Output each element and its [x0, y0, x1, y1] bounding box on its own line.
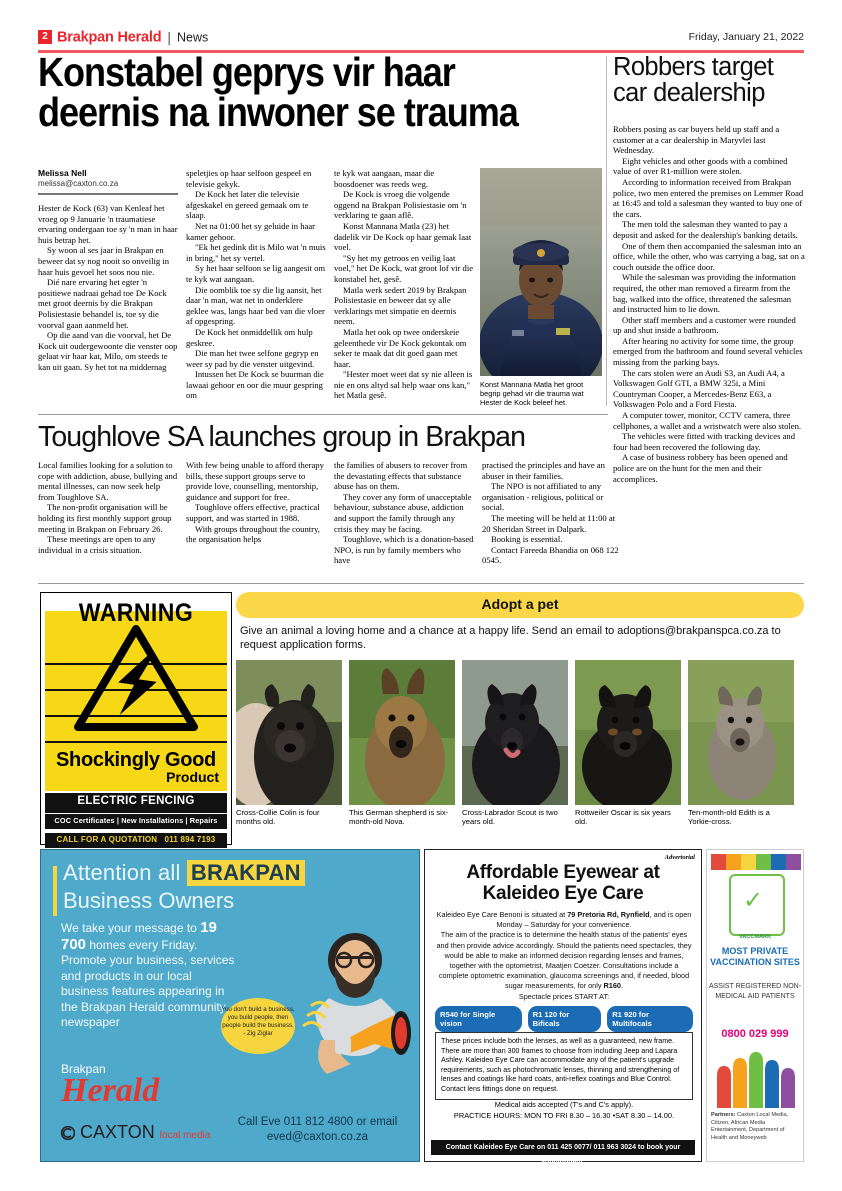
- ads-divider-rule: [38, 583, 804, 584]
- call-for-quote-text: CALL FOR A QUOTATION: [56, 835, 158, 844]
- herald-logo-small: Brakpan: [61, 1062, 106, 1076]
- adopt-title: Adopt a pet: [481, 596, 559, 612]
- electric-fencing-ad[interactable]: [40, 592, 232, 845]
- paragraph: The NPO is not affiliated to any organisation - religious, political or social.: [482, 481, 604, 513]
- electric-hazard-icon: [74, 625, 198, 731]
- raised-hands-illustration: [707, 1046, 803, 1108]
- biz-ad-body-post: homes every Friday. Promote your business, services and products in our local business features appearing in the Brakpan Herald community newspaper: [61, 937, 235, 1029]
- paragraph: speletjies op haar selfoon gespeel en televisie gekyk.: [186, 168, 312, 189]
- paragraph: "Hester moet weet dat sy nie alleen is nie en ons altyd sal help waar ons kan," het Matla gesê.: [334, 369, 473, 401]
- toughlove-column-2: [186, 460, 326, 545]
- adopt-a-pet-section: [236, 592, 804, 845]
- caxton-mark-icon: [61, 1126, 75, 1140]
- pet-caption: This German shepherd is six-month-old Nova.: [349, 808, 449, 827]
- vaccine-ad-title: MOST PRIVATE VACCINATION SITES: [710, 946, 800, 967]
- paragraph: Booking is essential.: [491, 534, 563, 545]
- herald-logo-big: Herald: [61, 1072, 160, 1109]
- eyewear-headline-line2: Kaleideo Eye Care: [482, 883, 644, 904]
- eyewear-price-pills: [435, 1006, 693, 1032]
- paragraph: While the salesman was providing the information required, the other man removed a firearm from the bag, walked into the office, threatened the salesman and instructed him to lie down.: [613, 272, 796, 315]
- caxton-tagline: local media: [159, 1130, 211, 1141]
- caxton-wordmark: CAXTON: [80, 1122, 155, 1142]
- eyewear-medical-info: [435, 1100, 693, 1121]
- pet-photo-oscar: [575, 660, 681, 805]
- electric-fencing-label: ELECTRIC FENCING: [77, 795, 195, 807]
- biz-ad-line1: [63, 860, 305, 886]
- color-strip: [711, 854, 801, 870]
- pet-card[interactable]: [462, 660, 568, 845]
- quotation-label[interactable]: [45, 835, 227, 844]
- paragraph: Toughlove offers effective, practical support, and was started in 1988.: [186, 502, 320, 523]
- paragraph: According to information received from Brakpan police, two men entered the premises on Lemmer Road at 16:45 and told a salesman they wanted to buy one of the cars.: [613, 176, 804, 219]
- biz-ad-body: [61, 920, 241, 1031]
- pet-caption: Cross-Collie Colin is four months old.: [236, 808, 320, 827]
- paragraph: The non-profit organisation will be holding its first monthly support group meeting in Brakpan on February 26.: [38, 502, 172, 534]
- vaccine-ad-phone[interactable]: 0800 029 999: [721, 1028, 789, 1040]
- masthead-separator: |: [167, 29, 172, 46]
- check-icon: ✓: [743, 887, 764, 914]
- paragraph: A case of business robbery has been opened and police are on the hunt for the men and their accomplices.: [613, 452, 788, 484]
- paragraph: De Kock het onmiddellik om hulp geskree.: [186, 326, 313, 348]
- pet-photo-scout: [462, 660, 568, 805]
- warning-title: WARNING: [78, 599, 194, 627]
- biz-ad-quote-bubble: You don't build a business, you build people, then people build the business. - Zig Ziglar: [221, 998, 295, 1054]
- paragraph: Sy het haar selfoon se lig aangesit om te kyk wat aangaan.: [186, 263, 326, 284]
- pet-gallery: [236, 660, 804, 845]
- phone-number: 011 894 7193: [164, 835, 216, 844]
- services-label: COC Certificates | New Installations | Repairs: [54, 816, 218, 825]
- eyewear-start-at: Spectacle prices START AT:: [518, 991, 610, 1001]
- brakpan-business-owners-ad[interactable]: [40, 849, 420, 1162]
- biz-ad-brand: BRAKPAN: [187, 860, 305, 886]
- bearded-man-megaphone-illustration: [291, 920, 417, 1080]
- paragraph: Op die aand van die voorval, het De Kock uit oudergewoonte die venster oop gelaat vir haar kat, Milo, om steeds te kan uit gaan. Sy het tot na middernag: [38, 330, 178, 372]
- warning-slogan: Shockingly Good: [56, 749, 216, 771]
- paragraph: Net na 01:00 het sy geluide in haar kamer gehoor.: [186, 220, 316, 242]
- paragraph: The cars stolen were an Audi S3, an Audi A4, a Volkswagen Golf GTI, a BMW 325i, a Mini Countryman Cooper, a Mercedes-Benz E63, a Volkswagen Polo and a Ford Fiesta.: [613, 367, 785, 410]
- paragraph: De Kock is vroeg die volgende oggend na Brakpan Polisiestasie om 'n verklaring te gaan aflê.: [334, 189, 467, 221]
- pet-card[interactable]: [236, 660, 342, 845]
- publication-title: Brakpan Herald: [57, 29, 162, 46]
- issue-date: Friday, January 21, 2022: [688, 31, 804, 43]
- pet-caption: Cross-Labrador Scout is two years old.: [462, 808, 558, 827]
- byline-rule: [38, 193, 178, 195]
- eyewear-consult-price: R160: [603, 981, 621, 991]
- pet-photo-nova: [349, 660, 455, 805]
- biz-ad-body-pre: We take your message to: [61, 921, 197, 935]
- advertorial-label: Advertorial: [664, 854, 695, 861]
- biz-ad-attention-text: Attention all: [63, 860, 181, 885]
- paragraph: The vehicles were fitted with tracking devices and four had been recovered the following day.: [613, 431, 795, 452]
- eyewear-headline: [425, 862, 701, 904]
- pet-card[interactable]: [688, 660, 794, 845]
- robbers-headline: Robbers target car dealership: [613, 53, 774, 107]
- caxton-logo: [61, 1122, 210, 1143]
- paragraph: Matla het ook op twee onderskeie geleenthede vir De Kock gekontak om seker te maak dat dit goed gaan met haar.: [334, 326, 467, 369]
- paragraph: Toughlove, which is a donation-based NPO, is run by family members who have: [334, 534, 474, 566]
- eyewear-practice-hours: PRACTICE HOURS: MON TO FRI 8.30 – 16.30 •SAT 8.30 – 14.00.: [453, 1110, 675, 1120]
- paragraph: These meetings are open to any individual in a crisis situation.: [38, 534, 156, 555]
- lead-photo: [480, 168, 602, 376]
- paragraph: The men told the salesman they wanted to pay a deposit and asked for the dealership's banking details.: [613, 219, 798, 240]
- lead-column-1: [38, 203, 178, 373]
- eyewear-address: 79 Pretoria Rd, Rynfield: [567, 910, 650, 919]
- robbers-column: [613, 124, 805, 484]
- paragraph: Sy woon al ses jaar in Brakpan en beweer dat sy nog nooit so onveilig in haar huis gevoel het soos nou nie.: [38, 245, 170, 277]
- lead-headline: Konstabel geprys vir haar deernis na inwoner se trauma: [38, 49, 518, 136]
- biz-ad-contact[interactable]: Call Eve 011 812 4800 or email eved@caxton.co.za: [237, 1116, 398, 1143]
- paragraph: the families of abusers to recover from the devastating effects that substance abuse has on them.: [334, 460, 468, 492]
- accent-bar: [53, 866, 57, 916]
- warning-product-word: Product: [166, 769, 219, 785]
- police-constable-portrait-image: [480, 168, 602, 376]
- paragraph: After hearing no activity for some time, the group emerged from the bathroom and found several vehicles missing from the parking bays.: [613, 335, 803, 368]
- biz-ad-line2: Business Owners: [63, 888, 235, 913]
- eyewear-body1a: Kaleideo Eye Care Benoni is situated at: [436, 910, 568, 919]
- paragraph: Robbers posing as car buyers held up staff and a customer at a car dealership in Maryvlei last Wednesday.: [613, 124, 780, 156]
- toughlove-column-4: [482, 460, 622, 566]
- eyewear-footer-contact[interactable]: Contact Kaleideo Eye Care on 011 425 0077/ 011 963 3024 to book your appointment.: [431, 1140, 695, 1155]
- paragraph: Eight vehicles and other goods with a combined value of over R1-million were stolen.: [613, 155, 788, 177]
- paragraph: Dié nare ervaring het egter 'n positiewe nadraai gehad toe De Kock met groot deernis by die Brakpan Polisiestasie behandel is, toe sy die voorval gaan aanmeld het.: [38, 277, 167, 330]
- column-divider: [606, 56, 607, 406]
- paragraph: Die oomblik toe sy die lig aansit, het daar 'n man, wat net in onderklere geklee was, langs haar bed van die vloer af opgespring.: [186, 284, 325, 327]
- paragraph: practised the principles and have an abuser in their families.: [482, 460, 605, 481]
- adopt-intro-text: Give an animal a loving home and a chance at a happy life. Send an email to adoptions@brakpanspca.co.za to request application forms.: [240, 625, 781, 651]
- vaccine-ad-partners: [711, 1112, 801, 1142]
- paragraph: Contact Fareeda Bhandia on 068 122 0545.: [482, 544, 619, 566]
- paragraph: Intussen het De Kock se buurman die lawaai gehoor en oor die muur gespring om: [186, 369, 324, 401]
- accreditation-label: VACCMARK: [738, 934, 772, 940]
- lead-column-2: [186, 168, 326, 401]
- eyewear-body2a: The aim of the practice is to determine the health status of the patients' eyes and then provide advice accordingly. Should the patients need spectacles, they would be able to make an informed decision regarding lenses and frames, together with the optometrist, Maatjen Coetzer. Consultations include a complete optometric examination, glaucoma screenings and, if needed, blood sugar measurements, for only: [436, 930, 692, 991]
- price-pill-bifocals: R1 120 for Bificals: [528, 1006, 602, 1032]
- pet-caption: Ten-month-old Edith is a Yorkie-cross.: [688, 808, 770, 827]
- section-label: News: [177, 30, 209, 45]
- eyewear-body2c: .: [620, 981, 624, 991]
- kaleideo-eyewear-ad[interactable]: [424, 849, 702, 1166]
- eyewear-headline-line1: Affordable Eyewear at: [466, 862, 660, 883]
- page-number-badge: 2: [38, 30, 52, 44]
- paragraph: Die man het twee selfone gegryp en weer sy pad by die venster uitgevind.: [186, 348, 319, 369]
- byline-email: melissa@caxton.co.za: [38, 179, 119, 188]
- vaccination-sites-ad[interactable]: [706, 849, 804, 1162]
- price-pill-single-vision: R540 for Single vision: [435, 1006, 522, 1032]
- paragraph: Local families looking for a solution to cope with addiction, abuse, bullying and mental illnesses, can now seek help from Toughlove SA.: [38, 460, 178, 502]
- pet-photo-edith: [688, 660, 794, 805]
- lead-column-3: [334, 168, 474, 401]
- paragraph: Konst Mannana Matla (23) het dadelik vir De Kock op haar gemak laat voel.: [334, 220, 472, 253]
- pet-photo-colin: [236, 660, 342, 805]
- paragraph: Matla werk sedert 2019 by Brakpan Polisiestasie en beweer dat sy alle verklarings met simpatie en deernis neem.: [334, 284, 467, 327]
- vaccine-ad-subtitle: ASSIST REGISTERED NON-MEDICAL AID PATIENTS: [708, 983, 802, 1000]
- pet-card[interactable]: [575, 660, 681, 845]
- paragraph: The meeting will be held at 11:00 at 20 Sheridan Street in Dalpark.: [482, 512, 616, 534]
- paragraph: De Kock het later die televisie afgeskakel en gereed gemaak om te slaap.: [186, 189, 309, 221]
- paragraph: One of them then accompanied the salesman into an office, while the other, who was carrying a bag, sat on a couch outside the office door.: [613, 240, 805, 272]
- partners-list: Caxton Local Media, Citizen, African Media Entertainment, Department of Health and Moneyweb: [711, 1112, 789, 1141]
- toughlove-column-1: [38, 460, 178, 555]
- biz-ad-homes-number: 19 700: [61, 919, 217, 953]
- pet-caption: Rottweiler Oscar is six years old.: [575, 808, 671, 827]
- section-rule: [38, 414, 608, 415]
- warning-ad-inner: [45, 597, 227, 844]
- byline-author: Melissa Nell: [38, 168, 87, 178]
- eyewear-medical-aids: Medical aids accepted (T's and C's apply).: [494, 1100, 634, 1109]
- toughlove-headline: Toughlove SA launches group in Brakpan: [38, 421, 526, 453]
- eyewear-body: [435, 910, 693, 1002]
- byline: [38, 168, 178, 195]
- partners-label: Partners:: [711, 1112, 736, 1118]
- eyewear-note: These prices include both the lenses, as well as a guaranteed, new frame. There are more than 300 frames to choose from including Jeep and Lapara Ashley. Kaleideo Eye Care can accommodate any of the patient's upgrade requirements, such as photochromatic lenses, thinning and strengthening of lenses and coatings like hard coats, anti-reflex coatings and Blue Control. Contact lens fittings done on request.: [435, 1032, 693, 1100]
- paragraph: With groups throughout the country, the organisation helps: [186, 523, 320, 545]
- paragraph: Hester de Kock (63) van Kenleaf het vroeg op 9 Januarie 'n traumatiese ervaring ondergaan toe sy 'n man in haar huis betrap het.: [38, 203, 178, 245]
- paragraph: "Ek het gedink dit is Milo wat 'n muis in bring," het sy vertel.: [186, 242, 326, 263]
- paragraph: "Sy het my getroos en veilig laat voel," het De Kock, wat groot lof vir die konstabel het, gesê.: [334, 252, 474, 284]
- paragraph: Other staff members and a customer were rounded up and shut inside a bathroom.: [613, 314, 796, 336]
- pet-card[interactable]: [349, 660, 455, 845]
- paragraph: A computer tower, monitor, CCTV camera, three cellphones, a wallet and a wristwatch were also stolen.: [613, 410, 802, 431]
- lead-photo-caption: Konst Mannana Matla het groot begrip gehad vir die trauma wat Hester de Kock beleef het.: [480, 380, 584, 408]
- paragraph: te kyk wat aangaan, maar die boosdoener was reeds weg.: [334, 168, 435, 189]
- price-pill-multifocals: R1 920 for Multifocals: [607, 1006, 693, 1032]
- paragraph: They cover any form of unacceptable behaviour, substance abuse, addiction and support the family through any crisis they may be facing.: [334, 491, 472, 534]
- paragraph: With few being unable to afford therapy bills, these support groups serve to provide love, counselling, mentorship, guidance and support for free.: [186, 460, 324, 502]
- toughlove-column-3: [334, 460, 474, 566]
- herald-logo: [61, 1062, 159, 1108]
- eyewear-body1c: , and is open Monday – Saturday for your convenience.: [496, 910, 692, 930]
